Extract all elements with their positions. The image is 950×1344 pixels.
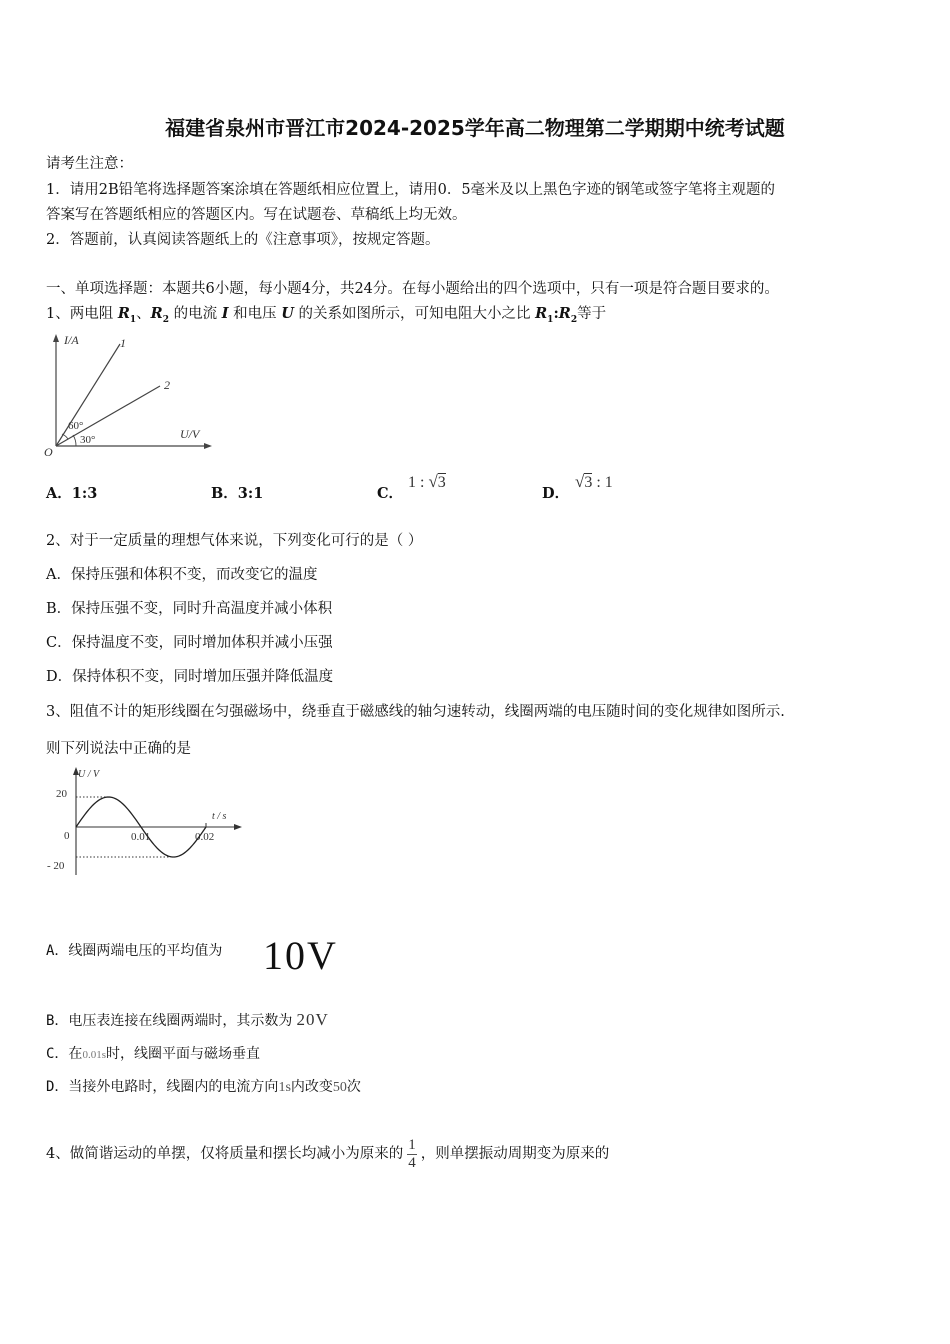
question-3-voltage-chart [40,765,250,880]
line-1-label: 1 [120,336,126,350]
q2-option-a: A．保持压强和体积不变，而改变它的温度 [46,567,318,583]
angle-arc-30 [73,435,76,446]
q3-option-a-value: 10V [263,933,338,978]
y-axis-arrow [53,334,59,342]
x-tick-001-label: 0.01 [131,831,151,843]
notice-item-1-line-2: 答案写在答题纸相应的答题区内。写在试题卷、草稿纸上均无效。 [46,207,467,223]
y-axis-label: I/A [64,333,79,347]
q1-option-c-value: 1 : √3 [408,472,446,491]
q1-option-d-value: √3 : 1 [575,472,613,491]
q2-option-c: C．保持温度不变，同时增加体积并减小压强 [46,635,333,651]
x-axis-label: t / s [212,811,227,822]
q3-option-b: B．电压表连接在线圈两端时，其示数为 20V [46,1010,329,1029]
q2-option-b: B．保持压强不变，同时升高温度并减小体积 [46,601,333,617]
y-tick-min-label: - 20 [47,860,65,872]
line-1 [56,344,120,446]
q3-option-c: C．在0.01s时，线圈平面与磁场垂直 [46,1046,260,1062]
x-axis-arrow [204,443,212,449]
question-1-iu-graph [40,330,220,460]
x-axis-label: U/V [180,427,200,441]
page-title: 福建省泉州市晋江市2024-2025学年高二物理第二学期期中统考试题 [165,116,785,140]
section-heading: 一、单项选择题：本题共6小题，每小题4分，共24分。在每小题给出的四个选项中，只有一项是符合题目要求的。 [46,281,779,297]
q1-option-c-label: C． [377,485,404,502]
notice-heading: 请考生注意： [46,156,133,172]
question-2-stem: 2、对于一定质量的理想气体来说，下列变化可行的是（ ） [46,533,423,549]
line-2 [56,386,160,446]
q3-option-d: D．当接外电路时，线圈内的电流方向1s内改变50次 [46,1079,361,1095]
q1-option-b: B．3:1 [211,485,264,502]
fraction-one-quarter: $\frac{1}{4}$ [408,1137,416,1171]
question-3-stem-line-2: 则下列说法中正确的是 [46,741,191,757]
q2-option-d: D．保持体积不变，同时增加压强并降低温度 [46,669,334,685]
notice-item-1-line-1: 1．请用2B铅笔将选择题答案涂填在答题纸相应位置上，请用0．5毫米及以上黑色字迹的钢笔或签字笔将主观题的 [46,182,776,198]
notice-item-2: 2．答题前，认真阅读答题纸上的《注意事项》，按规定答题。 [46,232,440,248]
y-axis-label: U / V [78,769,100,780]
angle-30-label: 30° [80,434,96,446]
question-3-stem-line-1: 3、阻值不计的矩形线圈在匀强磁场中，绕垂直于磁感线的轴匀速转动，线圈两端的电压随时间的变化规律如图所示. [46,704,785,720]
q1-option-a: A．1:3 [46,485,98,502]
angle-arc-60 [62,434,68,439]
x-axis-arrow [234,824,242,830]
line-2-label: 2 [164,378,170,392]
q3-option-a: A．线圈两端电压的平均值为 [46,943,223,959]
x-tick-002-label: 0.02 [195,831,215,843]
origin-label: O [44,445,53,459]
y-tick-max-label: 20 [56,788,67,800]
q1-option-d-label: D． [542,485,570,502]
origin-label: 0 [64,830,70,842]
angle-60-label: 60° [68,420,84,432]
question-1-stem: 1、两电阻 $R_1$、$R_2$ 的电流 I 和电压 U 的关系如图所示，可知电阻大小之比 $R_1:R_2$等于 [46,305,607,325]
question-4-stem: 4、做简谐运动的单摆，仅将质量和摆长均减小为原来的 $\frac{1}{4}$ ，则单摆振动周期变为原来的 [46,1137,610,1171]
